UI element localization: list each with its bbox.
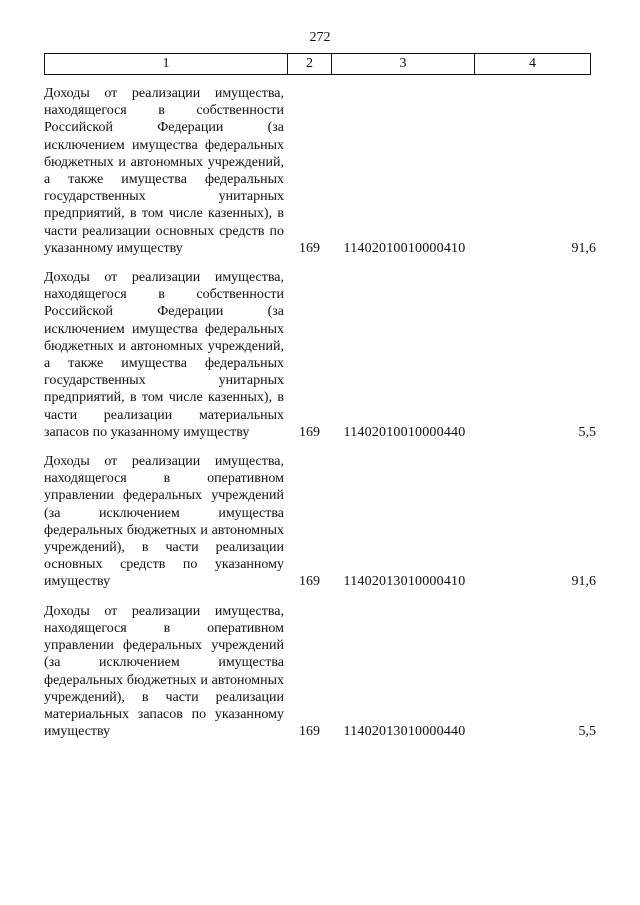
- row-budget-code: 11402010010000410: [343, 240, 466, 256]
- header-col-2: 2: [288, 54, 332, 74]
- row-description: Доходы от реализации имущества, находящегося в собственности Российской Федерации (за исключением имущества федеральных бюджетных и автономных учреждений, а также имущества федеральных государственных унитарных предприятий, в том числе казенных), в части реализации основных средств по указанному имуществу: [44, 86, 284, 256]
- table-row: [44, 85, 596, 257]
- row-amount: 5,5: [578, 724, 596, 740]
- row-description: Доходы от реализации имущества, находящегося в оперативном управлении федеральных учреждений (за исключением имущества федеральных бюджетных и автономных учреждений), в части реализации основных средств по указанному имуществу: [44, 454, 284, 590]
- row-admin-code: 169: [299, 240, 320, 256]
- row-admin-code: 169: [299, 574, 320, 590]
- row-budget-code: 11402010010000440: [343, 424, 466, 440]
- header-col-3: 3: [332, 54, 475, 74]
- table-header: [44, 53, 591, 75]
- row-description: Доходы от реализации имущества, находящегося в собственности Российской Федерации (за исключением имущества федеральных бюджетных и автономных учреждений, а также имущества федеральных государственных унитарных предприятий, в том числе казенных), в части реализации материальных запасов по указанному имуществу: [44, 270, 284, 440]
- row-description: Доходы от реализации имущества, находящегося в оперативном управлении федеральных учреждений (за исключением имущества федеральных бюджетных и автономных учреждений), в части реализации материальных запасов по указанному имуществу: [44, 603, 284, 740]
- table-row: [44, 269, 596, 441]
- row-amount: 91,6: [571, 240, 596, 256]
- table-row: [44, 603, 596, 741]
- page-number: 272: [309, 30, 331, 45]
- header-col-4: 4: [529, 56, 536, 71]
- row-admin-code: 169: [299, 724, 320, 740]
- table-body: [44, 85, 596, 752]
- table-row: [44, 453, 596, 591]
- header-col-1: 1: [45, 54, 288, 74]
- row-admin-code: 169: [299, 424, 320, 440]
- row-budget-code: 11402013010000440: [343, 724, 466, 740]
- row-budget-code: 11402013010000410: [343, 574, 466, 590]
- row-amount: 91,6: [571, 574, 596, 590]
- row-amount: 5,5: [578, 424, 596, 440]
